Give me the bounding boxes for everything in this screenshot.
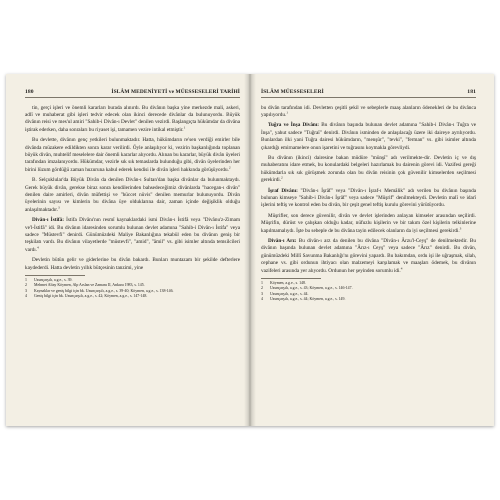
paragraph-text: İstifa Divânı'nın resmî kaynaklardaki ismi Divân-ı İstifâ veya "Divânu'z-Zimam ve'l-İstifâ" idi. Bu divânın idaresinden sorumlu bulunan devlet adamına "Sahib-i Divân-ı İstifa" veya sadece "Müstevfi" denirdi. Günümüzdeki Maliye Bakanlığına tekabül eden bu divânın geniş bir teşkilatı vardı. Bu divânın vilayetlerde "müstevfi", "amid", "âmil" vs. gibi isimler altında temsilcileri vardı.	[25, 217, 240, 253]
footnotes	[261, 281, 476, 303]
section-heading: Tuğra ve İnşa Divânı:	[268, 122, 319, 129]
footnote-marker: 1	[286, 110, 288, 115]
section-heading: İşraf Divânı:	[268, 187, 298, 194]
footnote-number: 4	[261, 297, 263, 302]
footnote-text: Köymen, a.g.e., s. 148.	[270, 281, 306, 286]
footnote-marker: 2	[281, 175, 283, 180]
footnote	[25, 294, 240, 299]
footnote-marker: 2	[228, 165, 231, 170]
section-heading: Divân-ı İstifâ:	[32, 217, 64, 224]
paragraph-text: Devletin bütün gelir ve giderlerine bu divân bakardı. Bunları muntazam bir şekilde defterlere kaydederdi. Hatta devletin yıllık bütçesinin tanzimi, yine	[25, 257, 240, 271]
paragraph-text: "Divân-ı İşrâf" veya "Divân-ı İşraf-ı Memâlik" adı verilen bu divânın başında bulunan kimseye "Sahib-i Divân-ı İşrâf" veya sadece "Müşrif" denilmekteydi. Devletin malî ve idarî işlerini teftiş ve kontrol eden bu divân, bir çeşit genel teftiş kurulu görevini yürütüyordu.	[261, 187, 476, 209]
footnote-number: 2	[261, 286, 263, 291]
footnote-marker: 3	[58, 205, 60, 210]
left-page	[6, 74, 248, 426]
paragraph	[261, 188, 476, 210]
footnote-number: 4	[25, 294, 27, 299]
paragraph	[261, 238, 476, 275]
footnote-marker: 1	[183, 124, 186, 129]
section-heading: Divân-ı Arz:	[268, 238, 297, 244]
footnote-marker: 3	[459, 225, 462, 230]
paragraph-text: tin, gerçi işleri ve önemli kararları burada alınırdı. Bu divânın başka yine merkezde mali, askeri, adlî ve muhaberat gibi işleri tedvir edecek olan ikinci derecede divânlar da bulunuyordu. Büyük divânın reisi ve mes'ul amiri "Sahib-i Divân-ı Devlet" denilen vezirdi. Başlangıçta hükümdar da divâna iştirak ederken, daha sonraları bu riyaset işi, tamamen vezire intikal etmiştir.	[25, 104, 240, 133]
page-number: 181	[467, 89, 476, 95]
paragraph-text: Bu devlette, divânın genç yetkileri bulunmaktadır. Hatta, hükümdarın re'sen verdiği emirler bile divânda müzakere edildikten sonra karar verilirdi. Öyle anlaşılıyor ki, vezirin başkanlığında toplanan büyük divân, muhtelif meselelere dair önemli kararlar alıyordu. Alınan bu kararlar, büyük divân üyeleri tarafından imzalanıyordu. Hükümdar, vezirle sık sık temaslarda bulunduğu gibi, divân üyelerinden her birini lüzum gördüğü zaman huzuruna kabul ederek kendisi ile divân işleri hakkında görüşüyordu.	[25, 137, 240, 173]
paragraph-text: Bu divânın (ikinci) dairesine bakan müdüre "münşî" adı verilmekte-dir. Devletin iç ve dış muhaberatını idare etmek, bu konulardaki belgeleri hazırlamak bu dairenin görevi idi. Vazifesi gereği hükümdarla sık sık görüşmek zorunda olan bu divân reisinin çok güvenilir kimselerden seçilmesi gerekirdi.	[261, 154, 476, 184]
running-title: İSLÂM MEDENİYETİ ve MÜESSESELERİ TARİHİ	[111, 89, 240, 95]
paragraph-text: bu divân tarafından idi. Devletten çeşitli şekil ve sebeplerle maaş alanların ödenekleri de bu divânca yapılıyordu.	[261, 104, 476, 118]
paragraph-text: Müşrifler, son derece güvenilir, divân ve devlet işlerinden anlayan kimseler arasından seçilirdi. Müşrifin, dürüst ve çalışkan olduğu kadar, nüfuzlu kişilerin ve bir takım özel kişilerin telkinlerine kapılmamalıydı. İşte bu sebeple de bu divâna tayin edilecek olanların da iyi seçilmesi gerekirdi.	[261, 212, 476, 234]
footnote-marker: 4	[400, 265, 403, 270]
page-header	[261, 89, 476, 98]
page-body	[261, 105, 476, 276]
paragraph	[261, 213, 476, 235]
page-header	[25, 89, 240, 98]
open-book	[6, 74, 494, 426]
footnote-number: 3	[25, 288, 27, 293]
paragraph	[261, 105, 476, 120]
page-body	[25, 105, 240, 273]
paragraph	[25, 137, 240, 174]
paragraph	[261, 155, 476, 185]
footnote-text: Uzunçarşılı, a.g.e., s. 43; Köymen, a.g.e., s. 146-147.	[270, 286, 353, 291]
paragraph-text: Bu divân-ı arz da denilen bu divâna "Divân-ı Ârzu'l-Ceyş" de denilmektedir. Bu divânın başında bulunan devlet adamına "Ârız-ı Ceyş" veya sadece "Ârız" denirdi. Bu divân, günümüzdeki Millî Savunma Bakanlığı'nı görevini yapardı. Bu bakımdan, ordu işi ile uğraşmak, silah, cephane vs. gibi ordunun ihtiyacı olan malzemeyi karşılamak ve maaşları ödemek, bu divânın vazifeleri arasında yer alıyordu. Ordunun her şeyinden sorumlu idi.	[261, 238, 476, 274]
paragraph	[25, 257, 240, 272]
paragraph	[25, 105, 240, 135]
footnote-rule	[261, 278, 321, 279]
paragraph-text: B. Selçuklular'da Büyük Divân da denilen Divân-ı Sultan'dan başka divânlar da bulunmaktaydı. Gerek büyük divân, gerekse biraz sonra kendilerinden bahsedeceğimiz divânlarda "hacegan-ı divân" denilen daire amirleri, divân müfettişi ve "hüccet nüvis" denilen memurlar bulunuyordu. Divân üyelerinin sayısı ve kimlerin bu divâna üye olduklarına dair, zaman içinde değişiklik olduğu anlaşılmaktadır.	[25, 177, 240, 213]
paragraph	[25, 217, 240, 254]
footnote-number: 1	[25, 278, 27, 283]
footnote-number: 3	[261, 291, 263, 296]
footnote-text: Mehmet Altay Köymen, Alp Arslan ve Zamanı II, Ankara 1983, s. 145.	[34, 283, 145, 288]
footnote-text: Uzunçarşılı, a.g.e., s. 44.	[270, 291, 309, 296]
footnote-text: Kaynaklar ve geniş bilgi için bk. Uzunçarşılı, a.g.e., s. 39-40; Köymen, a.g.e., s. 138-146.	[34, 288, 174, 293]
paragraph	[261, 122, 476, 152]
running-title: İSLÂM MÜESSESELERİ	[261, 89, 324, 95]
footnote-marker: 4	[36, 245, 39, 250]
footnote	[261, 297, 476, 302]
footnote-number: 1	[261, 281, 263, 286]
footnote-rule	[25, 275, 85, 276]
footnote-text: Uzunçarşılı, a.g.e., s. 44; Köymen, a.g.e., s. 149.	[270, 297, 346, 302]
footnotes	[25, 278, 240, 300]
footnote-text: Geniş bilgi için bk. Uzunçarşılı, a.g.e., s. 42; Köymen, a.g.e., s. 147-148.	[34, 294, 148, 299]
paragraph	[25, 177, 240, 214]
page-number: 180	[25, 89, 34, 95]
right-page	[252, 74, 494, 426]
footnote-number: 2	[25, 283, 27, 288]
paragraph-text: Bu divânın başında bulunan devlet adamına "Sahib-i Divân-ı Tuğra ve İnşa", yahut sadece "Tuğraî" denirdi. Divânın isminden de anlaşılacağı üzere iki daireye ayrılıyordu. Bunlardan ilki yani Tuğra dairesi hükümdarın, "menşûr", "tevki", "ferman" vs. gibi isimler altında çıkardığı emirnamelere onun işaretini ve tuğrasını koymakla görevliydi.	[261, 122, 477, 151]
footnote-text: Uzunçarşılı, a.g.e., s. 39.	[34, 278, 73, 283]
